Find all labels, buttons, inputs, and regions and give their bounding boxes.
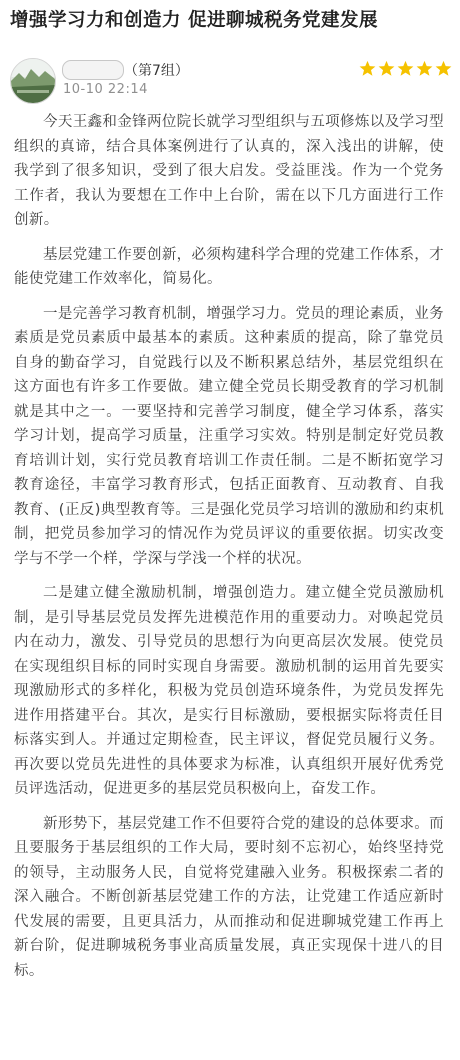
rating-stars	[359, 60, 452, 77]
paragraph-learning-mechanism: 一是完善学习教育机制，增强学习力。党员的理论素质，业务素质是党员素质中最基本的素质。这种素质的提高，除了靠党员自身的勤奋学习，自觉践行以及不断积累总结外，基层党组织在这方面也有许多工作要做。建立健全党员长期受教育的学习机制就是其中之一。一要坚持和完善学习制度，健全学习体系，落实学习计划，提高学习质量，注重学习实效。特别是制定好党员教育培训计划，实行党员教育培训工作责任制。二是不断拓宽学习教育途径，丰富学习教育形式，包括正面教育、互动教育、自我教育、(正反)典型教育等。三是强化党员学习培训的激励和约束机制，把党员参加学习的情况作为党员评议的重要依据。切实改变学与不学一个样，学深与学浅一个样的状况。	[14, 305, 444, 567]
group-label: （第7组）	[124, 63, 189, 79]
star-icon	[378, 60, 395, 77]
page-title: 增强学习力和创造力 促进聊城税务党建发展	[10, 10, 378, 31]
star-icon	[397, 60, 414, 77]
paragraph-intro: 今天王鑫和金锋两位院长就学习型组织与五项修炼以及学习型组织的真谛，结合具体案例进行了认真的，深入浅出的讲解，使我学到了很多知识，受到了很大启发。受益匪浅。作为一个党务工作者，我认为要想在工作中上台阶，需在以下几方面进行工作创新。	[14, 114, 444, 228]
username-redacted	[62, 60, 124, 80]
star-icon	[435, 60, 452, 77]
star-icon	[416, 60, 433, 77]
paragraph-incentive-mechanism: 二是建立健全激励机制，增强创造力。建立健全党员激励机制，是引导基层党员发挥先进模范作用的重要动力。对唤起党员内在动力，激发、引导党员的思想行为向更高层次发展。使党员在实现组织目标的同时实现自身需要。激励机制的运用首先要实现激励形式的多样化，积极为党员创造环境条件，为党员发挥先进作用搭建平台。其次，是实行目标激励，要根据实际将责任目标落实到人。并通过定期检查，民主评议，督促党员履行义务。再次要以党员先进性的具体要求为标准，认真组织开展好优秀党员评选活动，促进更多的基层党员积极向上，奋发工作。	[14, 585, 444, 797]
paragraph-thesis: 基层党建工作要创新，必须构建科学合理的党建工作体系，才能使党建工作效率化，简易化。	[14, 246, 444, 287]
avatar[interactable]	[10, 58, 56, 104]
post-timestamp: 10-10 22:14	[63, 82, 148, 97]
paragraph-conclusion: 新形势下，基层党建工作不但要符合党的建设的总体要求。而且要服务于基层组织的工作大局，要时刻不忘初心，始终坚持党的领导，主动服务人民，自觉将党建融入业务。积极探索二者的深入融合。不断创新基层党建工作的方法，让党建工作适应新时代发展的需要，且更具活力，从而推动和促进聊城党建工作再上新台阶，促进聊城税务事业高质量发展，真正实现保十进八的目标。	[14, 815, 444, 979]
post-body	[14, 110, 444, 983]
avatar-photo-icon	[11, 59, 55, 103]
star-icon	[359, 60, 376, 77]
